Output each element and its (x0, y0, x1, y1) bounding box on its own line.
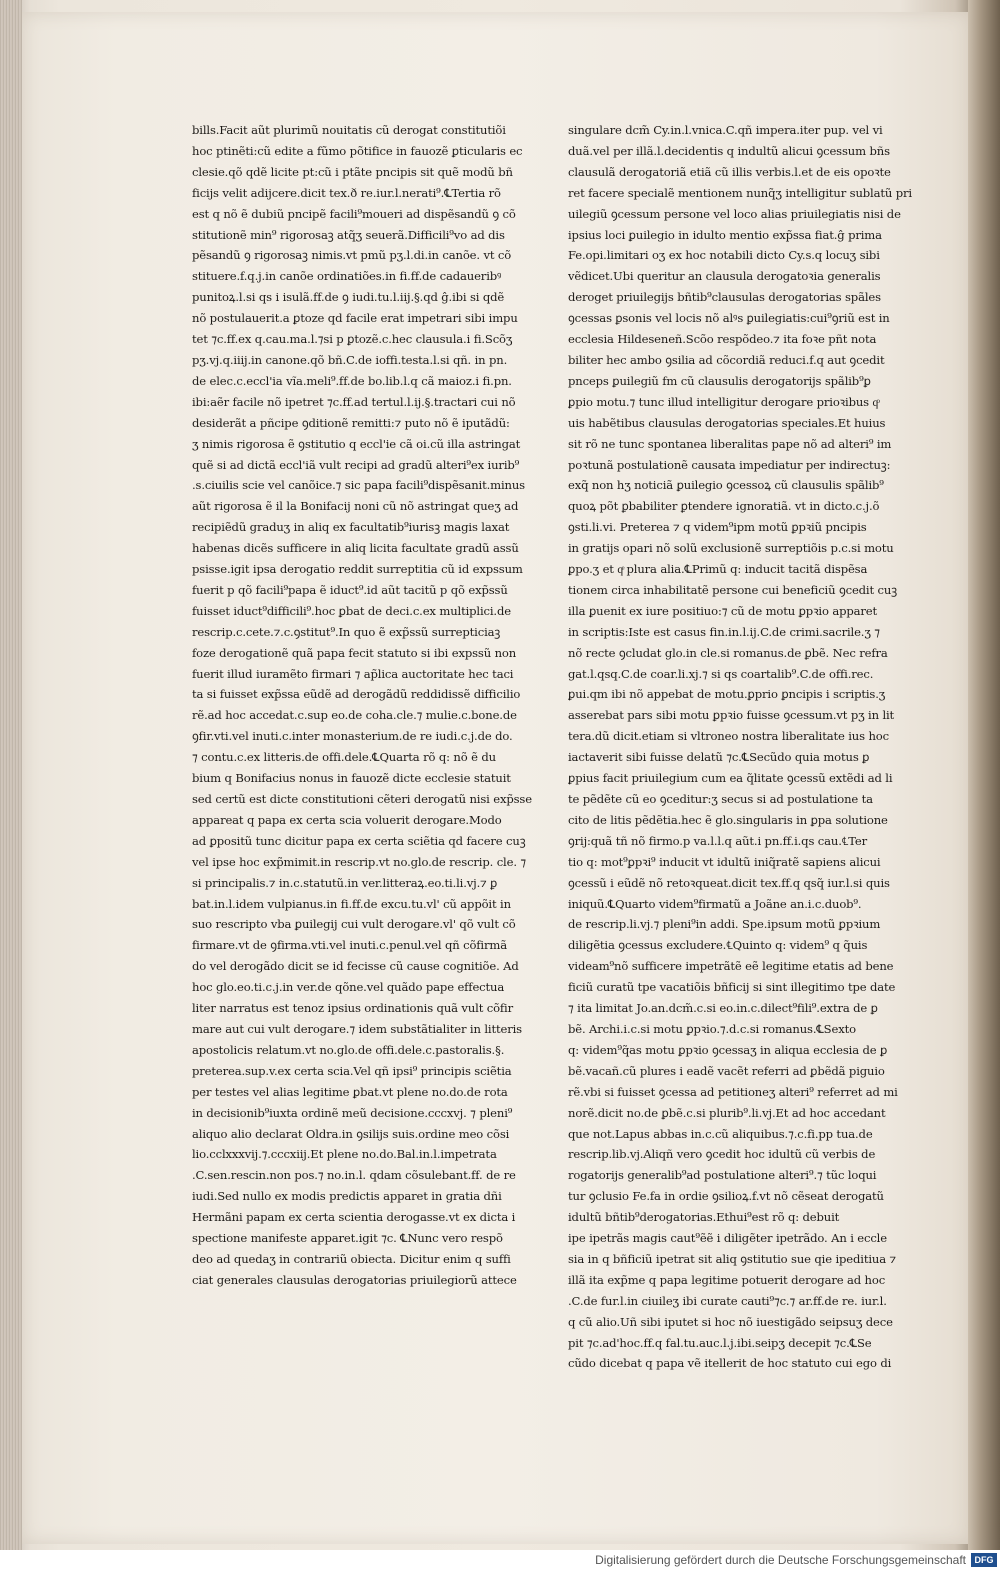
text-line: ta si fuisset exp̃ssa eũdẽ ad derogãdũ reddidissẽ difficilio (192, 687, 521, 702)
text-line: uilegiũ ꝯcessum persone vel loco alias priuilegiatis nisi de (568, 206, 901, 221)
text-line: ꝑui.qm ibi nõ appebat de motu.ꝑprio ꝑncipis i scriptis.ʒ (568, 687, 886, 702)
text-line: ⁊ contu.c.ex litteris.de offi.dele.℄Quarta rõ q: nõ ẽ du (192, 750, 496, 765)
text-line: de elec.c.eccl'ia vĩa.meli⁹.ff.de bo.lib.l.q cã maioz.i fi.pn. (192, 373, 512, 388)
text-line: ipsius loci ꝑuilegio in idulto mentio exp̃ssa fiat.ĝ prima (568, 227, 882, 242)
text-line: deo ad quedaʒ in contrariũ obiecta. Dicitur enim q suffi (192, 1251, 511, 1266)
text-line: in decisionib⁹iuxta ordinẽ meũ decisione.cccxvj. ⁊ pleni⁹ (192, 1105, 513, 1120)
text-line: recipiẽdũ graduʒ in aliq ex facultatib⁹iurisꝫ magis laxat (192, 520, 510, 535)
text-line: psisse.igit ipsa derogatio reddit surreptitia cũ id expssum (192, 562, 523, 577)
text-line: preterea.sup.v.ex certa scia.Vel qñ ipsi⁹ principis sciẽtia (192, 1063, 512, 1078)
text-line: cito de litis pẽdẽtia.hec ẽ glo.singularis in ꝑpa solutione (568, 812, 888, 827)
text-line: duã.vel per illã.l.decidentis q indultũ alicui ꝯcessum bñs (568, 143, 890, 158)
text-line: Hermãni papam ex certa scientia derogasse.vt ex dicta i (192, 1210, 516, 1225)
text-line: per testes vel alias legitime ꝑbat.vt plene no.do.de rota (192, 1084, 508, 1099)
text-line: q cũ alio.Uñ sibi iputet si hoc nõ iuestigãdo seipsuʒ dece (568, 1314, 893, 1329)
text-line: clesie.qõ qdẽ licite pt:cũ i ptãte pncipis sit quẽ modũ bñ (192, 164, 513, 179)
text-line: asserebat pars sibi motu ꝑpꝛio fuisse ꝯcessum.vt pʒ in lit (568, 708, 895, 723)
text-line: fuisset iduct⁹difficili⁹.hoc ꝑbat de deci.c.ex multiplici.de (192, 603, 511, 618)
text-line: deroget priuilegijs bñtib⁹clausulas derogatorias spãles (568, 290, 881, 305)
text-line: punitoꝝ.l.si qs i isulã.ff.de ꝯ iudi.tu.l.iij.§.qd ĝ.ibi si qdẽ (192, 290, 505, 305)
printed-page (22, 12, 970, 1544)
text-line: appareat q papa ex certa scia voluerit derogare.Modo (192, 812, 502, 827)
text-line: foze derogationẽ quã papa fecit statuto si ibi expssũ non (192, 645, 517, 660)
text-line: liter narratus est tenoz ipsius ordinationis quã vult cõfir (192, 1001, 514, 1016)
text-line: aũt rigorosa ẽ il la Bonifacij noni cũ nõ astringat queʒ ad (192, 499, 519, 514)
text-line: tera.dũ dicit.etiam si vltroneo nostra liberalitate ius hoc (568, 729, 889, 744)
text-line: ꝯcessũ i eũdẽ nõ retoꝛqueat.dicit tex.ff.q qsq̃ iur.l.si quis (568, 875, 890, 890)
text-line: ipe ipetrãs magis caut⁹ẽẽ i diligẽter ipetrãdo. An i eccle (568, 1231, 887, 1246)
text-line: hoc ptinẽti:cũ edite a fũmo põtifice in fauozẽ ꝑticularis ec (192, 143, 523, 158)
text-line: bẽ. Archi.i.c.si motu ꝑpꝛio.⁊.d.c.si romanus.℄Sexto (568, 1021, 856, 1036)
text-line: .C.de fur.l.in ciuileʒ ibi curate cauti⁹⁊c.⁊ ar.ff.de re. iur.l. (568, 1293, 887, 1308)
text-line: quoꝝ põt ꝑbabiliter ꝑtendere ignoratiã. vt in dicto.c.j.õ (568, 499, 880, 514)
text-line: iactaverit sibi fuisse delatũ ⁊c.℄Secũdo quia motus ꝑ (568, 750, 870, 765)
text-line: .C.sen.rescin.non pos.⁊ no.in.l. qdam cõsulebant.ff. de re (192, 1168, 516, 1183)
text-line: ecclesia Hildeseneñ.Scõo respõdeo.⁊ ita foꝛe pñt nota (568, 332, 877, 347)
text-line: suo rescripto vba ꝑuilegij cui vult derogare.vl' qõ vult cõ (192, 917, 516, 932)
text-line: ret facere specialẽ mentionem nunq̃ʒ intelligitur sublatũ pri (568, 185, 912, 200)
text-line: illa ꝑuenit ex iure positiuo:⁊ cũ de motu ꝑpꝛio apparet (568, 603, 878, 618)
text-line: rẽ.ad hoc accedat.c.sup eo.de coha.cle.⁊ mulie.c.bone.de (192, 708, 517, 723)
text-line: bium q Bonifacius nonus in fauozẽ dicte ecclesie statuit (192, 771, 511, 786)
text-line: si principalis.⁊ in.c.statutũ.in ver.litteraꝝ.eo.ti.li.vj.⁊ ꝑ (192, 875, 498, 890)
text-line: quẽ si ad dictã eccl'iã vult recipi ad gradũ alteri⁹ex iurib⁹ (192, 457, 520, 472)
text-line: clausulã derogatoriã etiã cũ illis verbis.l.et de eis opoꝛte (568, 164, 891, 179)
text-line: rescrip.c.cete.⁊.c.ꝯstitut⁹.In quo ẽ exp̃ssũ surrepticiaꝫ (192, 624, 501, 639)
text-line: ficijs velit adijcere.dicit tex.ð re.iur.l.nerati⁹.℄Tertia rõ (192, 185, 501, 200)
digitization-footer (0, 1550, 1000, 1571)
text-line: ciat generales clausulas derogatorias priuilegiorũ attece (192, 1272, 517, 1287)
text-line: pʒ.vj.q.iiij.in canone.qõ bñ.C.de ioffi.testa.l.si qñ. in pn. (192, 352, 508, 367)
text-line: rogatorijs generalib⁹ad postulatione alteri⁹.⁊ tũc loqui (568, 1168, 877, 1183)
text-line: de rescrip.li.vj.⁊ pleni⁹in addi. Spe.ipsum motũ ꝑpꝛium (568, 917, 881, 932)
text-line: nõ postulauerit.a ꝑtoze qd facile erat impetrari sibi impu (192, 311, 518, 326)
text-line: tet ⁊c.ff.ex q.cau.ma.l.⁊si p ꝑtozẽ.c.hec clausula.i fi.Scõʒ (192, 332, 513, 347)
text-line: fuerit p qõ facili⁹papa ẽ iduct⁹.id aũt tacitũ p qõ exp̃ssũ (192, 582, 508, 597)
text-line: ⁊ ita limitat Jo.an.dcm̃.c.si eo.in.c.dilect⁹fili⁹.extra de ꝑ (568, 1001, 878, 1016)
text-line: in scriptis:Iste est casus fin.in.l.ij.C.de crimi.sacrile.ʒ ⁊ (568, 624, 880, 639)
text-line: tionem circa inhabilitatẽ persone cui beneficiũ ꝯcedit cuꝫ (568, 582, 897, 597)
text-line: desiderãt a pñcipe ꝯditionẽ remitti:⁊ puto nõ ẽ iputãdũ: (192, 415, 510, 430)
text-line: fuerit illud iuramẽto firmari ⁊ ap̃lica auctoritate hec taci (192, 666, 514, 681)
text-line: videam⁹nõ sufficere impetrãtẽ eẽ legitime etatis ad bene (568, 959, 894, 974)
text-line: norẽ.dicit no.de ꝑbẽ.c.si plurib⁹.li.vj.Et ad hoc accedant (568, 1105, 886, 1120)
text-line: poꝛtunã postulationẽ causata impediatur per indirectuꝫ: (568, 457, 891, 472)
footer-credit: Digitalisierung gefördert durch die Deutsche Forschungsgemeinschaft (595, 1553, 966, 1567)
text-line: pẽsandũ ꝯ rigorosaꝫ nimis.vt pmũ pʒ.l.di.in canõe. vt cõ (192, 248, 512, 263)
text-line: tio q: mot⁹ꝑpꝛi⁹ inducit vt idultũ iniq̃ratẽ sapiens alicui (568, 854, 881, 869)
text-line: illã ita exp̃me q papa legitime potuerit derogare ad hoc (568, 1272, 886, 1287)
text-line: exq̃ non hʒ noticiã ꝑuilegio ꝯcessoꝝ cũ clausulis spãlib⁹ (568, 478, 884, 493)
text-line: ad ꝑpositũ tunc dicitur papa ex certa sciẽtia qd facere cuꝫ (192, 833, 526, 848)
text-line: biliter hec ambo ꝯsilia ad cõcordiã reduci.f.q aut ꝯcedit (568, 352, 885, 367)
text-line: aliquo alio declarat Oldra.in ꝯsilijs suis.ordine meo cõsi (192, 1126, 510, 1141)
text-line: iudi.Sed nullo ex modis predictis apparet in gratia dñi (192, 1189, 502, 1204)
text-line: iniquũ.℄Quarto videm⁹firmatũ a Joãne an.i.c.duob⁹. (568, 896, 862, 911)
text-line: gat.l.qsq.C.de coar.li.xj.⁊ si qs coartalib⁹.C.de offi.rec. (568, 666, 874, 681)
text-line: sit rõ ne tunc spontanea liberalitas pape nõ ad alteri⁹ im (568, 436, 892, 451)
text-line: ꝯcessas ꝑsonis vel locis nõ alꝰs ꝑuilegiatis:cui⁹ꝯriũ est in (568, 311, 890, 326)
text-line: tur ꝯclusio Fe.fa in ordie ꝯsilioꝝ.f.vt nõ cẽseat derogatũ (568, 1189, 884, 1204)
text-line: sed certũ est dicte constitutioni cẽteri derogatũ nisi exp̃sse (192, 792, 532, 806)
text-line: apostolicis relatum.vt no.glo.de offi.dele.c.pastoralis.§. (192, 1042, 505, 1057)
text-line: idultũ bñtib⁹derogatorias.Ethui⁹est rõ q: debuit (568, 1210, 840, 1225)
text-line: q: videm⁹q̃as motu ꝑpꝛio ꝯcessaʒ in aliqua ecclesia de ꝑ (568, 1042, 888, 1057)
text-line: est q nõ ẽ dubiũ pncipẽ facili⁹moueri ad dispẽsandũ ꝯ cõ (192, 206, 516, 221)
text-line: vẽdicet.Ubi queritur an clausula derogatoꝛia generalis (568, 269, 881, 284)
text-line: ꝯrij:quã tñ nõ firmo.p va.l.l.q aũt.i pn.ff.i.qs cau.℄Ter (568, 833, 868, 848)
text-line: firmare.vt de ꝯfirma.vti.vel inuti.c.penul.vel qñ cõfirmã (192, 938, 507, 953)
text-line: bẽ.vacañ.cũ plures i eadẽ vacẽt referri ad ꝑbẽdã piguio (568, 1063, 885, 1078)
text-line: habenas dicẽs sufficere in aliq licita facultate gradũ assũ (192, 541, 519, 556)
text-line: pnceps ꝑuilegiũ fm cũ clausulis derogatorijs spãlib⁹ꝑ (568, 373, 871, 388)
text-line: stituere.f.q.j.in canõe ordinatiões.in fi.ff.de cadaueribꝰ (192, 269, 502, 284)
next-page-edge (968, 0, 1000, 1550)
text-line: .s.ciuilis scie vel canõice.⁊ sic papa facili⁹dispẽsanit.minus (192, 478, 525, 493)
text-line: ꝑpio motu.⁊ tunc illud intelligitur derogare prioꝛibus qͦ (568, 394, 879, 409)
left-text-column (192, 120, 540, 1290)
text-line: ʒ nimis rigorosa ẽ ꝯstitutio q eccl'ie cã oi.cũ illa astringat (192, 436, 521, 451)
text-line: ibi:aẽr facile nõ ipetret ⁊c.ff.ad tertul.l.ij.§.tractari cui nõ (192, 394, 516, 409)
text-line: ficiũ curatũ tpe vacatiõis bñficij si sint illegitimo tpe date (568, 980, 896, 995)
text-line: rescrip.lib.vj.Aliqñ vero ꝯcedit hoc idultũ cũ verbis de (568, 1147, 876, 1162)
text-line: hoc glo.eo.ti.c.j.in ver.de qõne.vel quãdo pape effectua (192, 980, 505, 995)
text-line: bat.in.l.idem vulpianus.in fi.ff.de excu.tu.vl' cũ appõit in (192, 896, 511, 911)
text-line: cũdo dicebat q papa vẽ itellerit de hoc statuto cui ego di (568, 1356, 892, 1370)
text-line: diligẽtia ꝯcessus excludere.℄Quinto q: videm⁹ q q̃uis (568, 938, 868, 953)
text-line: uis habẽtibus clausulas derogatorias speciales.Et huius (568, 415, 886, 430)
text-line: mare aut cui vult derogare.⁊ idem substãtialiter in litteris (192, 1021, 522, 1036)
text-line: Fe.opi.limitari oʒ ex hoc notabili dicto Cy.s.q locuʒ sibi (568, 248, 880, 263)
page-stack-edge (0, 0, 22, 1550)
text-line: singulare dcm̃ Cy.in.l.vnica.C.qñ impera.iter pup. vel vi (568, 123, 883, 137)
text-line: spectione manifeste apparet.igit ⁊c. ℄Nunc vero respõ (192, 1231, 503, 1246)
text-line: ꝑpius facit priuilegium cum ea q̃litate ꝯcessũ extẽdi ad li (568, 771, 893, 786)
text-line: ꝑpo.ʒ et qͤ plura alia.℄Primũ q: inducit tacitã dispẽsa (568, 562, 868, 577)
text-line: do vel derogãdo dicit se id fecisse cũ cause cognitiõe. Ad (192, 959, 519, 974)
text-line: sia in q bñficiũ ipetrat sit aliq ꝯstitutio sue qie ipeditiua ⁊ (568, 1251, 897, 1266)
text-line: vel ipse hoc exp̃mimit.in rescrip.vt no.glo.de rescrip. cle. ⁊ (192, 854, 527, 869)
text-line: ꝯfir.vti.vel inuti.c.inter monasterium.de re iudi.c.j.de do. (192, 729, 513, 744)
text-line: in gratijs opari nõ solũ exclusionẽ surreptiõis p.c.si motu (568, 541, 894, 556)
text-line: ꝯsti.li.vi. Preterea ⁊ q videm⁹ipm motũ ꝑpꝛiũ pncipis (568, 520, 867, 535)
right-text-column (568, 120, 916, 1370)
dfg-logo: DFG (971, 1553, 997, 1567)
text-line: bills.Facit aũt plurimũ nouitatis cũ derogat constitutiõi (192, 123, 506, 137)
text-line: que not.Lapus abbas in.c.cũ aliquibus.⁊.c.fi.pp tua.de (568, 1126, 873, 1141)
text-line: lio.cclxxxvij.⁊.cccxiij.Et plene no.do.Bal.in.l.impetrata (192, 1147, 497, 1162)
text-line: stitutionẽ min⁹ rigorosaꝫ atq̃ʒ seuerã.Difficili⁹vo ad dis (192, 227, 505, 242)
text-line: nõ recte ꝯcludat glo.in cle.si romanus.de ꝑbẽ. Nec refra (568, 645, 888, 660)
text-line: pit ⁊c.ad'hoc.ff.q fal.tu.auc.l.j.ibi.seipʒ decepit ⁊c.℄Se (568, 1335, 872, 1350)
text-line: rẽ.vbi si fuisset ꝯcessa ad petitioneʒ alteri⁹ referret ad mi (568, 1084, 898, 1099)
text-line: te pẽdẽte cũ eo ꝯceditur:ʒ secus si ad postulatione ta (568, 792, 873, 806)
